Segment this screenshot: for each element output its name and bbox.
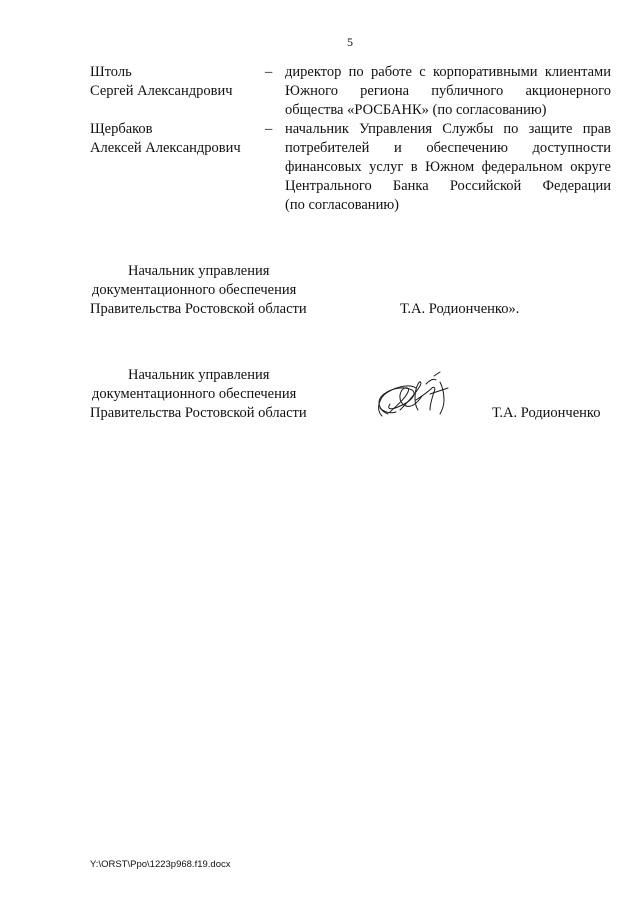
member-role-line: финансовых услуг в Южном федеральном округе xyxy=(285,159,611,175)
member-role-line: директор по работе с корпоративными клиентами xyxy=(285,64,611,80)
member-role-line: начальник Управления Службы по защите прав xyxy=(285,121,611,137)
member-role-line: общества «РОСБАНК» (по согласованию) xyxy=(285,102,547,118)
handwritten-signature xyxy=(370,370,462,428)
member-given-names: Сергей Александрович xyxy=(90,83,233,99)
member-role-line: Южного региона публичного акционерного xyxy=(285,83,611,99)
member-role-line: Центрального Банка Российской Федерации xyxy=(285,178,611,194)
member-given-names: Алексей Александрович xyxy=(90,140,241,156)
signatory-name: Т.А. Родионченко xyxy=(492,405,601,421)
signatory-title-line: документационного обеспечения xyxy=(92,282,297,298)
signature-block xyxy=(90,366,630,423)
member-surname: Штоль xyxy=(90,64,132,80)
member-name xyxy=(90,120,260,158)
member-role xyxy=(285,120,611,215)
member-role xyxy=(285,63,611,120)
member-surname: Щербаков xyxy=(90,121,153,137)
member-name xyxy=(90,63,260,101)
signatory-title xyxy=(90,262,630,319)
member-dash: – xyxy=(265,121,273,137)
member-role-line: (по согласованию) xyxy=(285,197,399,213)
member-role-line: потребителей и обеспечению доступности xyxy=(285,140,611,156)
signatory-title-line: Начальник управления xyxy=(128,367,270,383)
signatory-name: Т.А. Родионченко». xyxy=(400,301,520,317)
signatory-title-line: Правительства Ростовской области xyxy=(90,405,307,421)
page-number: 5 xyxy=(347,35,353,49)
signature-block xyxy=(90,262,630,319)
member-dash: – xyxy=(265,64,273,80)
signatory-title-line: документационного обеспечения xyxy=(92,386,297,402)
signatory-title-line: Правительства Ростовской области xyxy=(90,301,307,317)
file-path-footer: Y:\ORST\Ppo\1223p968.f19.docx xyxy=(90,859,231,870)
signatory-title-line: Начальник управления xyxy=(128,263,270,279)
